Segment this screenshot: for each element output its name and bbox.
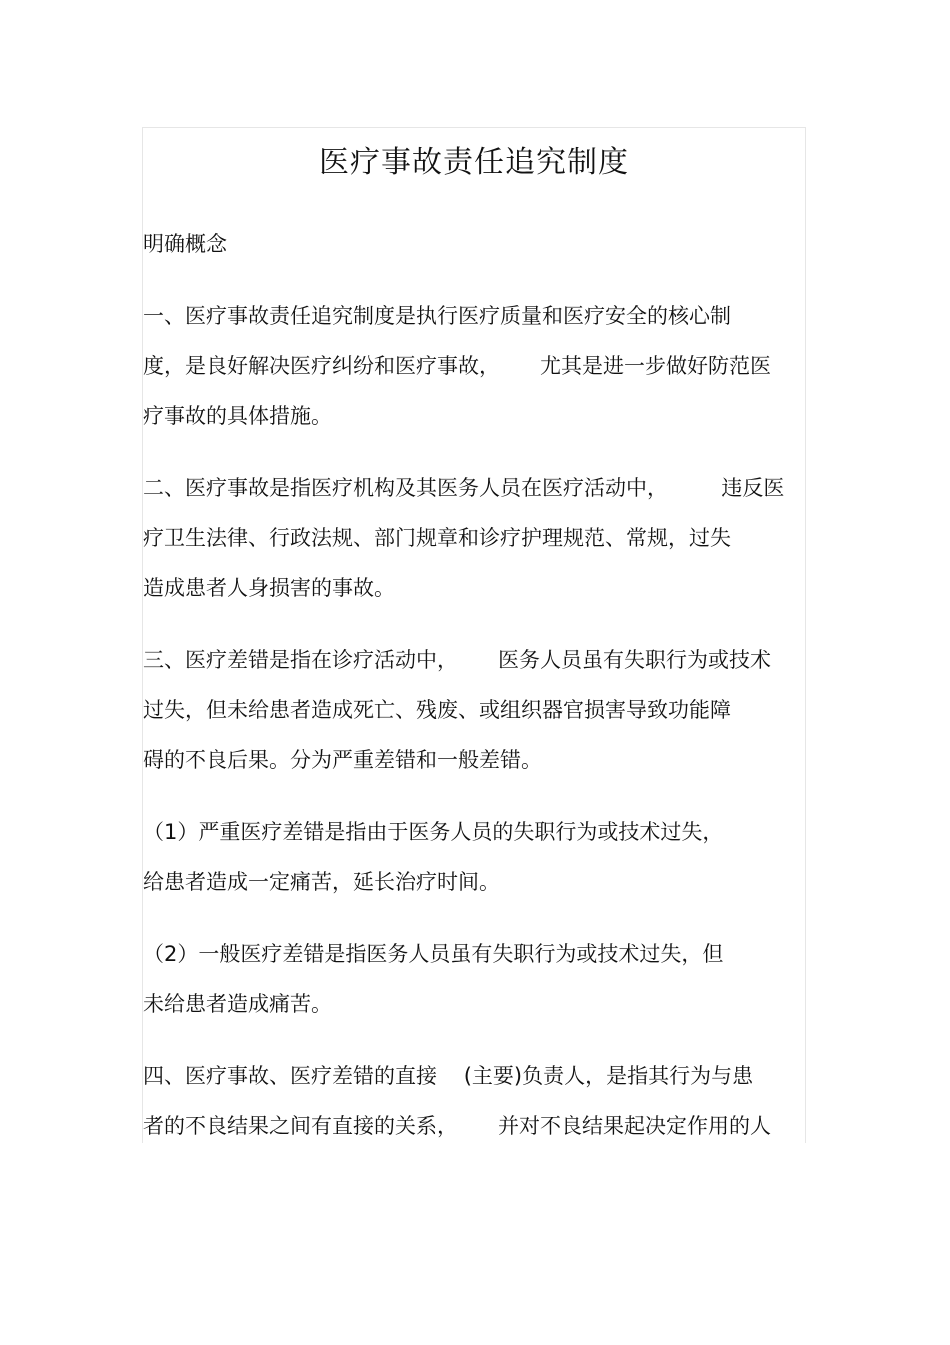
paragraph-2-line-3: 造成患者人身损害的事故。 (143, 576, 395, 600)
section-heading: 明确概念 (143, 232, 227, 256)
paragraph-2-line-1: 二、医疗事故是指医疗机构及其医务人员在医疗活动中， 违反医 (143, 476, 785, 500)
paragraph-3-line-1: 三、医疗差错是指在诊疗活动中， 医务人员虽有失职行为或技术 (143, 648, 772, 672)
paragraph-1-line-1: 一、医疗事故责任追究制度是执行医疗质量和医疗安全的核心制 (143, 304, 731, 328)
paragraph-6-line-1: 四、医疗事故、医疗差错的直接 (主要)负责人，是指其行为与患 (143, 1064, 754, 1088)
paragraph-2-line-2: 疗卫生法律、行政法规、部门规章和诊疗护理规范、常规，过失 (143, 526, 731, 550)
paragraph-6-line-2: 者的不良结果之间有直接的关系， 并对不良结果起决定作用的人 (143, 1114, 772, 1138)
paragraph-3-line-3: 碍的不良后果。分为严重差错和一般差错。 (143, 748, 542, 772)
paragraph-1-line-3: 疗事故的具体措施。 (143, 404, 332, 428)
document-title: 医疗事故责任追究制度 (319, 145, 629, 180)
paragraph-1-line-2: 度，是良好解决医疗纠纷和医疗事故， 尤其是进一步做好防范医 (143, 354, 772, 378)
paragraph-5-line-2: 未给患者造成痛苦。 (143, 992, 332, 1016)
paragraph-4-line-2: 给患者造成一定痛苦，延长治疗时间。 (143, 870, 500, 894)
paragraph-5-line-1: （2）一般医疗差错是指医务人员虽有失职行为或技术过失，但 (143, 942, 724, 966)
paragraph-4-line-1: （1）严重医疗差错是指由于医务人员的失职行为或技术过失， (143, 820, 724, 844)
paragraph-3-line-2: 过失，但未给患者造成死亡、残废、或组织器官损害导致功能障 (143, 698, 731, 722)
